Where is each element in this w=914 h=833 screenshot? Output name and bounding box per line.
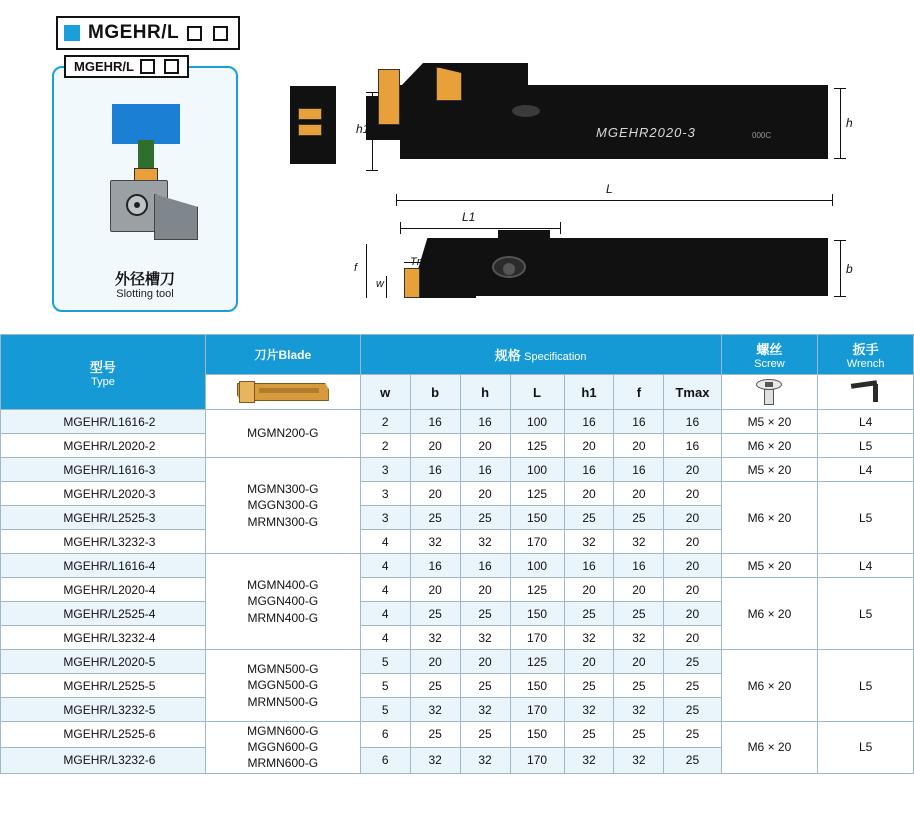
col-header-wrench (818, 335, 914, 375)
placeholder-box-icon (213, 26, 228, 41)
cell-b: 20 (410, 434, 460, 458)
cell-L: 150 (510, 506, 564, 530)
tool-notch (290, 78, 336, 86)
cell-type: MGEHR/L2525-6 (1, 722, 206, 748)
cell-type: MGEHR/L2525-4 (1, 602, 206, 626)
cell-b: 20 (410, 650, 460, 674)
specification-table (0, 334, 914, 774)
col-header-h: h (460, 375, 510, 410)
wrench-icon (849, 379, 883, 405)
cell-h1: 25 (564, 674, 614, 698)
cell-h: 25 (460, 674, 510, 698)
dim-label-tmax: Tmax (410, 256, 438, 268)
dim-tick-b-top (834, 240, 846, 241)
holder-model-label: MGEHR2020-3 (596, 125, 696, 140)
cell-screw: M5 × 20 (721, 554, 818, 578)
holder-top-edge (498, 230, 550, 244)
cell-wrench: L5 (818, 482, 914, 554)
cell-h: 16 (460, 554, 510, 578)
cell-h: 20 (460, 434, 510, 458)
dim-line-b (840, 240, 841, 296)
col-header-screw (721, 335, 818, 375)
cell-f: 32 (614, 747, 664, 773)
page-title (56, 16, 240, 50)
cell-type: MGEHR/L3232-4 (1, 626, 206, 650)
cell-screw: M5 × 20 (721, 458, 818, 482)
cell-h1: 20 (564, 578, 614, 602)
col-header-screw-en: Screw (754, 358, 785, 370)
dim-label-w: w (376, 278, 384, 290)
cell-L: 125 (510, 578, 564, 602)
cell-b: 32 (410, 698, 460, 722)
table-row (1, 482, 914, 506)
cell-f: 25 (614, 602, 664, 626)
blue-square-icon (64, 25, 80, 41)
cell-w: 5 (360, 698, 410, 722)
cell-w: 3 (360, 482, 410, 506)
cell-w: 6 (360, 722, 410, 748)
col-header-type (1, 335, 206, 410)
cell-tmax: 16 (664, 410, 721, 434)
cell-wrench: L5 (818, 578, 914, 650)
cell-f: 32 (614, 626, 664, 650)
cell-wrench: L5 (818, 722, 914, 774)
cell-h1: 20 (564, 482, 614, 506)
tool-holder-side-view (400, 85, 828, 159)
cell-w: 4 (360, 554, 410, 578)
dim-label-L1: L1 (462, 210, 476, 224)
cell-type: MGEHR/L3232-6 (1, 747, 206, 773)
cell-tmax: 20 (664, 626, 721, 650)
dim-label-h: h (846, 116, 853, 130)
cell-b: 32 (410, 626, 460, 650)
cell-f: 20 (614, 482, 664, 506)
col-header-f: f (614, 375, 664, 410)
cell-L: 150 (510, 722, 564, 748)
tool-illustration-card (52, 59, 238, 312)
cell-L: 170 (510, 626, 564, 650)
table-body (1, 410, 914, 774)
cell-w: 5 (360, 674, 410, 698)
cell-tmax: 16 (664, 434, 721, 458)
dim-tick-h1-bottom (366, 170, 378, 171)
cell-type: MGEHR/L1616-4 (1, 554, 206, 578)
cell-h: 20 (460, 650, 510, 674)
cell-L: 170 (510, 747, 564, 773)
cell-b: 16 (410, 458, 460, 482)
col-header-type-en: Type (90, 375, 115, 388)
wrench-arm-v (873, 384, 878, 402)
cell-f: 16 (614, 410, 664, 434)
cell-h: 25 (460, 506, 510, 530)
cell-L: 150 (510, 602, 564, 626)
cell-b: 25 (410, 602, 460, 626)
screw-slot-shape (765, 382, 773, 387)
cell-h1: 25 (564, 506, 614, 530)
cell-f: 32 (614, 530, 664, 554)
cell-w: 5 (360, 650, 410, 674)
cell-wrench: L5 (818, 434, 914, 458)
cell-screw: M5 × 20 (721, 410, 818, 434)
dim-tick-L-right (832, 194, 833, 206)
card-title-text: MGEHR/L (74, 59, 134, 74)
screw-icon (756, 377, 782, 407)
cell-h1: 32 (564, 698, 614, 722)
tool-front-view (290, 78, 336, 164)
col-header-w: w (360, 375, 410, 410)
card-title (64, 55, 189, 78)
cell-screw: M6 × 20 (721, 482, 818, 554)
screw-illustration-cell (721, 375, 818, 410)
col-header-spec (360, 335, 721, 375)
table-head (1, 335, 914, 410)
cell-b: 16 (410, 554, 460, 578)
cell-w: 3 (360, 458, 410, 482)
cell-type: MGEHR/L2020-4 (1, 578, 206, 602)
cell-h1: 16 (564, 410, 614, 434)
cell-h: 25 (460, 722, 510, 748)
col-header-wrench-en: Wrench (846, 358, 885, 370)
col-header-type-cn: 型号 (89, 359, 116, 375)
cell-L: 150 (510, 674, 564, 698)
cell-h1: 25 (564, 602, 614, 626)
cell-L: 125 (510, 482, 564, 506)
card-drawing (54, 94, 236, 254)
cell-type: MGEHR/L3232-5 (1, 698, 206, 722)
cell-f: 25 (614, 506, 664, 530)
cell-screw: M6 × 20 (721, 578, 818, 650)
cell-h1: 20 (564, 434, 614, 458)
cell-w: 4 (360, 530, 410, 554)
cell-h1: 16 (564, 554, 614, 578)
table-row (1, 410, 914, 434)
dim-tick-L1-left (400, 222, 401, 234)
cell-tmax: 25 (664, 698, 721, 722)
placeholder-box-icon (164, 59, 179, 74)
screw-hole-top (492, 256, 526, 278)
cell-h1: 32 (564, 747, 614, 773)
cell-screw: M6 × 20 (721, 650, 818, 722)
col-header-b: b (410, 375, 460, 410)
cell-type: MGEHR/L2020-3 (1, 482, 206, 506)
cell-w: 2 (360, 434, 410, 458)
cell-tmax: 20 (664, 602, 721, 626)
col-header-L: L (510, 375, 564, 410)
col-header-tmax: Tmax (664, 375, 721, 410)
table-row (1, 458, 914, 482)
blade-icon (237, 377, 329, 407)
cell-f: 16 (614, 458, 664, 482)
diagram-area (0, 0, 914, 332)
cell-tmax: 25 (664, 650, 721, 674)
page-title-text: MGEHR/L (88, 22, 180, 43)
dim-line-f (366, 244, 367, 298)
dim-line-L (396, 200, 832, 201)
cell-L: 170 (510, 698, 564, 722)
wrench-illustration-cell (818, 375, 914, 410)
dim-tick-h-bottom (834, 158, 846, 159)
table-row (1, 578, 914, 602)
cell-L: 100 (510, 458, 564, 482)
cell-h: 20 (460, 578, 510, 602)
col-header-blade: 刀片Blade (205, 335, 360, 375)
dim-label-L: L (606, 182, 613, 196)
cell-screw: M6 × 20 (721, 434, 818, 458)
clamp-hole (512, 105, 540, 117)
cell-h: 32 (460, 626, 510, 650)
table-row (1, 434, 914, 458)
cell-b: 25 (410, 674, 460, 698)
col-header-spec-en: Specification (524, 351, 587, 363)
workpiece-shape-2 (154, 104, 180, 144)
cell-tmax: 20 (664, 458, 721, 482)
cell-type: MGEHR/L2525-3 (1, 506, 206, 530)
cell-tmax: 20 (664, 530, 721, 554)
holder-head (400, 63, 528, 87)
dim-tick-h-top (834, 88, 846, 89)
blade-tip-shape (239, 381, 255, 403)
cell-h: 16 (460, 458, 510, 482)
holder-code-label: 000C (752, 131, 772, 140)
cell-h: 16 (460, 410, 510, 434)
dim-line-L1 (400, 228, 560, 229)
cell-w: 4 (360, 626, 410, 650)
workpiece-shape (112, 104, 160, 144)
cell-L: 100 (510, 410, 564, 434)
cell-h1: 20 (564, 650, 614, 674)
cell-blade: MGMN300-G MGGN300-G MRMN300-G (205, 458, 360, 554)
cell-L: 125 (510, 650, 564, 674)
cell-b: 16 (410, 410, 460, 434)
insert-shape-top-view (404, 268, 420, 298)
cell-blade: MGMN200-G (205, 410, 360, 458)
card-caption-en: Slotting tool (116, 288, 174, 300)
cell-blade: MGMN600-G MGGN600-G MRMN600-G (205, 722, 360, 774)
cell-f: 32 (614, 698, 664, 722)
dim-line-h1 (372, 92, 373, 170)
cell-tmax: 20 (664, 578, 721, 602)
col-header-wrench-cn: 扳手 (852, 342, 879, 357)
cell-wrench: L4 (818, 554, 914, 578)
cell-b: 25 (410, 506, 460, 530)
cell-tmax: 25 (664, 674, 721, 698)
card-caption (54, 268, 236, 300)
cell-f: 16 (614, 554, 664, 578)
cell-b: 32 (410, 747, 460, 773)
dim-label-h1: h1 (356, 122, 370, 136)
screw-body-shape (764, 389, 774, 405)
cell-type: MGEHR/L2020-2 (1, 434, 206, 458)
cell-b: 20 (410, 578, 460, 602)
cell-f: 20 (614, 650, 664, 674)
placeholder-box-icon (187, 26, 202, 41)
table-row (1, 722, 914, 748)
dim-line-w (386, 276, 387, 298)
cell-L: 170 (510, 530, 564, 554)
cell-h: 32 (460, 698, 510, 722)
cell-tmax: 25 (664, 722, 721, 748)
cell-h: 32 (460, 530, 510, 554)
cell-h: 32 (460, 747, 510, 773)
table-row (1, 650, 914, 674)
cell-f: 20 (614, 434, 664, 458)
cell-h1: 25 (564, 722, 614, 748)
blade-groove-shape (259, 388, 319, 393)
insert-shape-2 (298, 124, 322, 136)
cell-tmax: 25 (664, 747, 721, 773)
cell-wrench: L4 (818, 410, 914, 434)
cell-w: 4 (360, 578, 410, 602)
col-header-screw-cn: 螺丝 (756, 342, 783, 357)
cell-w: 3 (360, 506, 410, 530)
cell-w: 6 (360, 747, 410, 773)
cell-type: MGEHR/L1616-3 (1, 458, 206, 482)
cell-tmax: 20 (664, 506, 721, 530)
cell-L: 125 (510, 434, 564, 458)
cell-screw: M6 × 20 (721, 722, 818, 774)
insert-shape-main (378, 69, 400, 125)
tool-shank-shape-2 (154, 194, 198, 240)
card-caption-cn: 外径槽刀 (114, 271, 175, 288)
cell-type: MGEHR/L2020-5 (1, 650, 206, 674)
cell-w: 2 (360, 410, 410, 434)
dim-line-h (840, 88, 841, 158)
insert-shape (298, 108, 322, 120)
blade-illustration-cell (205, 375, 360, 410)
cell-tmax: 20 (664, 554, 721, 578)
cell-h1: 32 (564, 626, 614, 650)
cell-b: 32 (410, 530, 460, 554)
cell-f: 20 (614, 578, 664, 602)
cell-wrench: L5 (818, 650, 914, 722)
cell-type: MGEHR/L2525-5 (1, 674, 206, 698)
dim-tick-h1-top (366, 92, 378, 93)
placeholder-box-icon (140, 59, 155, 74)
col-header-h1: h1 (564, 375, 614, 410)
cell-f: 25 (614, 722, 664, 748)
screw-hole-icon (126, 194, 148, 216)
cell-tmax: 20 (664, 482, 721, 506)
cell-h: 25 (460, 602, 510, 626)
cell-b: 25 (410, 722, 460, 748)
cell-L: 100 (510, 554, 564, 578)
cell-h1: 16 (564, 458, 614, 482)
cell-blade: MGMN500-G MGGN500-G MRMN500-G (205, 650, 360, 722)
dim-tick-L-left (396, 194, 397, 206)
cell-blade: MGMN400-G MGGN400-G MRMN400-G (205, 554, 360, 650)
table-header-row (1, 335, 914, 375)
dim-label-f: f (354, 262, 358, 274)
tool-holder-top-view (470, 238, 828, 296)
cell-b: 20 (410, 482, 460, 506)
cell-h1: 32 (564, 530, 614, 554)
table-row (1, 554, 914, 578)
col-header-spec-cn: 规格 (494, 348, 521, 363)
cell-wrench: L4 (818, 458, 914, 482)
cell-type: MGEHR/L1616-2 (1, 410, 206, 434)
dim-tick-L1-right (560, 222, 561, 234)
cell-type: MGEHR/L3232-3 (1, 530, 206, 554)
dim-tick-b-bottom (834, 296, 846, 297)
cell-w: 4 (360, 602, 410, 626)
cell-h: 20 (460, 482, 510, 506)
cell-f: 25 (614, 674, 664, 698)
dim-label-b: b (846, 262, 853, 276)
